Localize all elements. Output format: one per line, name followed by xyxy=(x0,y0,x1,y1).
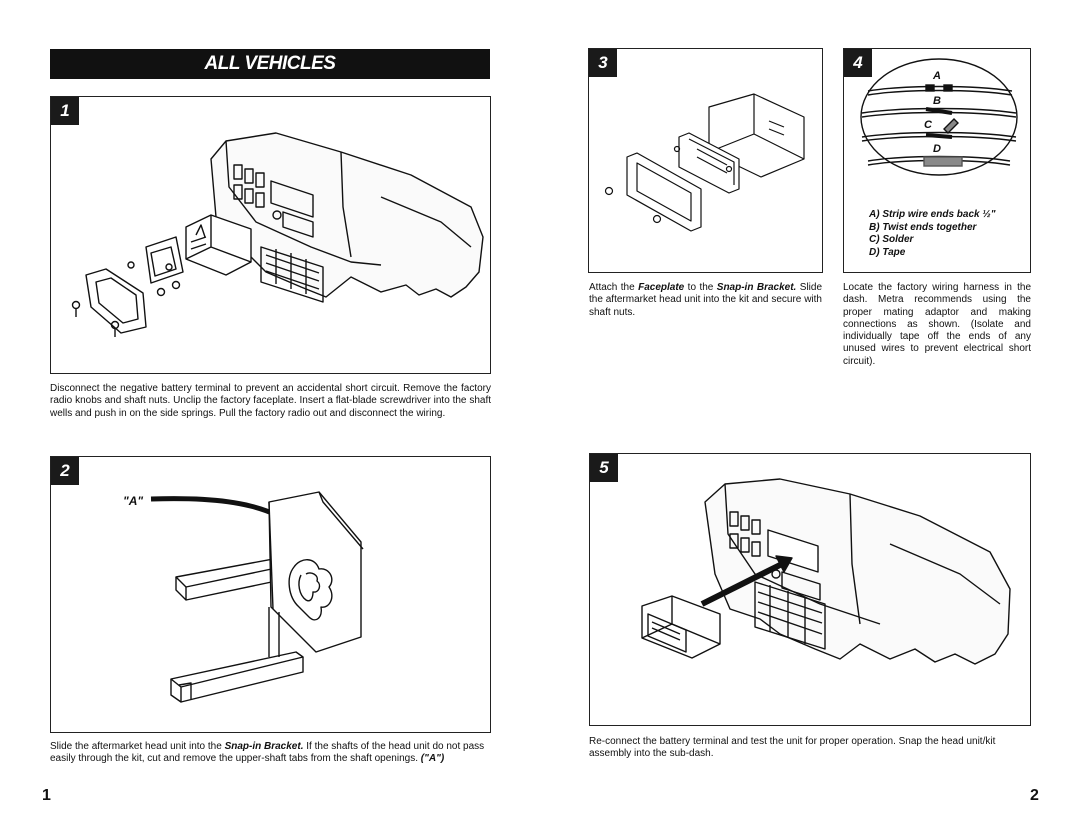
page-number-left: 1 xyxy=(42,787,51,804)
step-1-panel xyxy=(50,96,491,374)
diagram-label-a: A xyxy=(933,70,941,82)
step-5-badge: 5 xyxy=(590,454,618,482)
wiring-legend xyxy=(869,209,995,259)
step-1-instructions: Disconnect the negative battery terminal to prevent an accidental short circuit. Remove the factory radio knobs and shaft nuts. Unclip the factory faceplate. Insert a flat-blade screwdriver into the shaft wells and push in on the side springs. Pull the factory radio out and disconnect the wiring. xyxy=(50,383,491,419)
callout-label-a: "A" xyxy=(123,494,144,508)
step-3-panel xyxy=(588,48,823,273)
legend-item-a: A) Strip wire ends back ½" xyxy=(869,209,996,220)
step-3-faceplate-term: Faceplate xyxy=(638,282,685,293)
step-3-bracket-term: Snap-in Bracket. xyxy=(716,282,797,293)
step-2-badge: 2 xyxy=(51,457,79,485)
step-2-text-end: ("A") xyxy=(420,753,445,765)
dashboard-radio-removal-illustration xyxy=(51,97,490,373)
step-2-instructions xyxy=(50,741,491,766)
step-3-text-part-3: Slide the aftermarket head unit into the kit and secure with shaft nuts. xyxy=(589,282,823,318)
diagram-label-c: C xyxy=(924,119,932,131)
snap-in-bracket-illustration xyxy=(51,457,490,732)
step-4-instructions: Locate the factory wiring harness in the dash. Metra recommends using the proper mating adaptor and making connections as shown. (Isolate and individually tape off the ends of any unused wires to prevent electrical short circuit). xyxy=(843,282,1031,367)
head-unit-installation-illustration xyxy=(590,454,1030,725)
section-title: ALL VEHICLES xyxy=(50,49,490,79)
step-3-badge: 3 xyxy=(589,49,617,77)
step-4-badge: 4 xyxy=(844,49,872,77)
faceplate-bracket-assembly-illustration xyxy=(589,49,822,272)
step-3-text-part-2: to the xyxy=(684,282,717,293)
step-5-instructions: Re-connect the battery terminal and test the unit for proper operation. Snap the head unit/kit assembly into the sub-dash. xyxy=(589,736,996,760)
step-1-badge: 1 xyxy=(51,97,79,125)
legend-item-c: C) Solder xyxy=(869,234,914,245)
legend-item-b: B) Twist ends together xyxy=(869,221,977,233)
step-3-text-part-1: Attach the xyxy=(589,282,639,293)
step-4-panel xyxy=(843,48,1031,273)
step-2-text-part-1: Slide the aftermarket head unit into the xyxy=(50,741,225,752)
legend-item-d: D) Tape xyxy=(869,246,906,258)
step-3-instructions xyxy=(589,282,822,319)
step-2-panel xyxy=(50,456,491,733)
diagram-label-d: D xyxy=(933,143,941,155)
step-2-text-bold: Snap-in Bracket. xyxy=(224,741,304,752)
step-5-panel xyxy=(589,453,1031,726)
diagram-label-b: B xyxy=(933,95,941,107)
page-number-right: 2 xyxy=(1030,787,1039,804)
step-2-text-part-2: If the shafts of the head unit do not pass easily through the kit, cut and remove the upper-shaft tabs from the shaft openings. xyxy=(50,741,485,765)
